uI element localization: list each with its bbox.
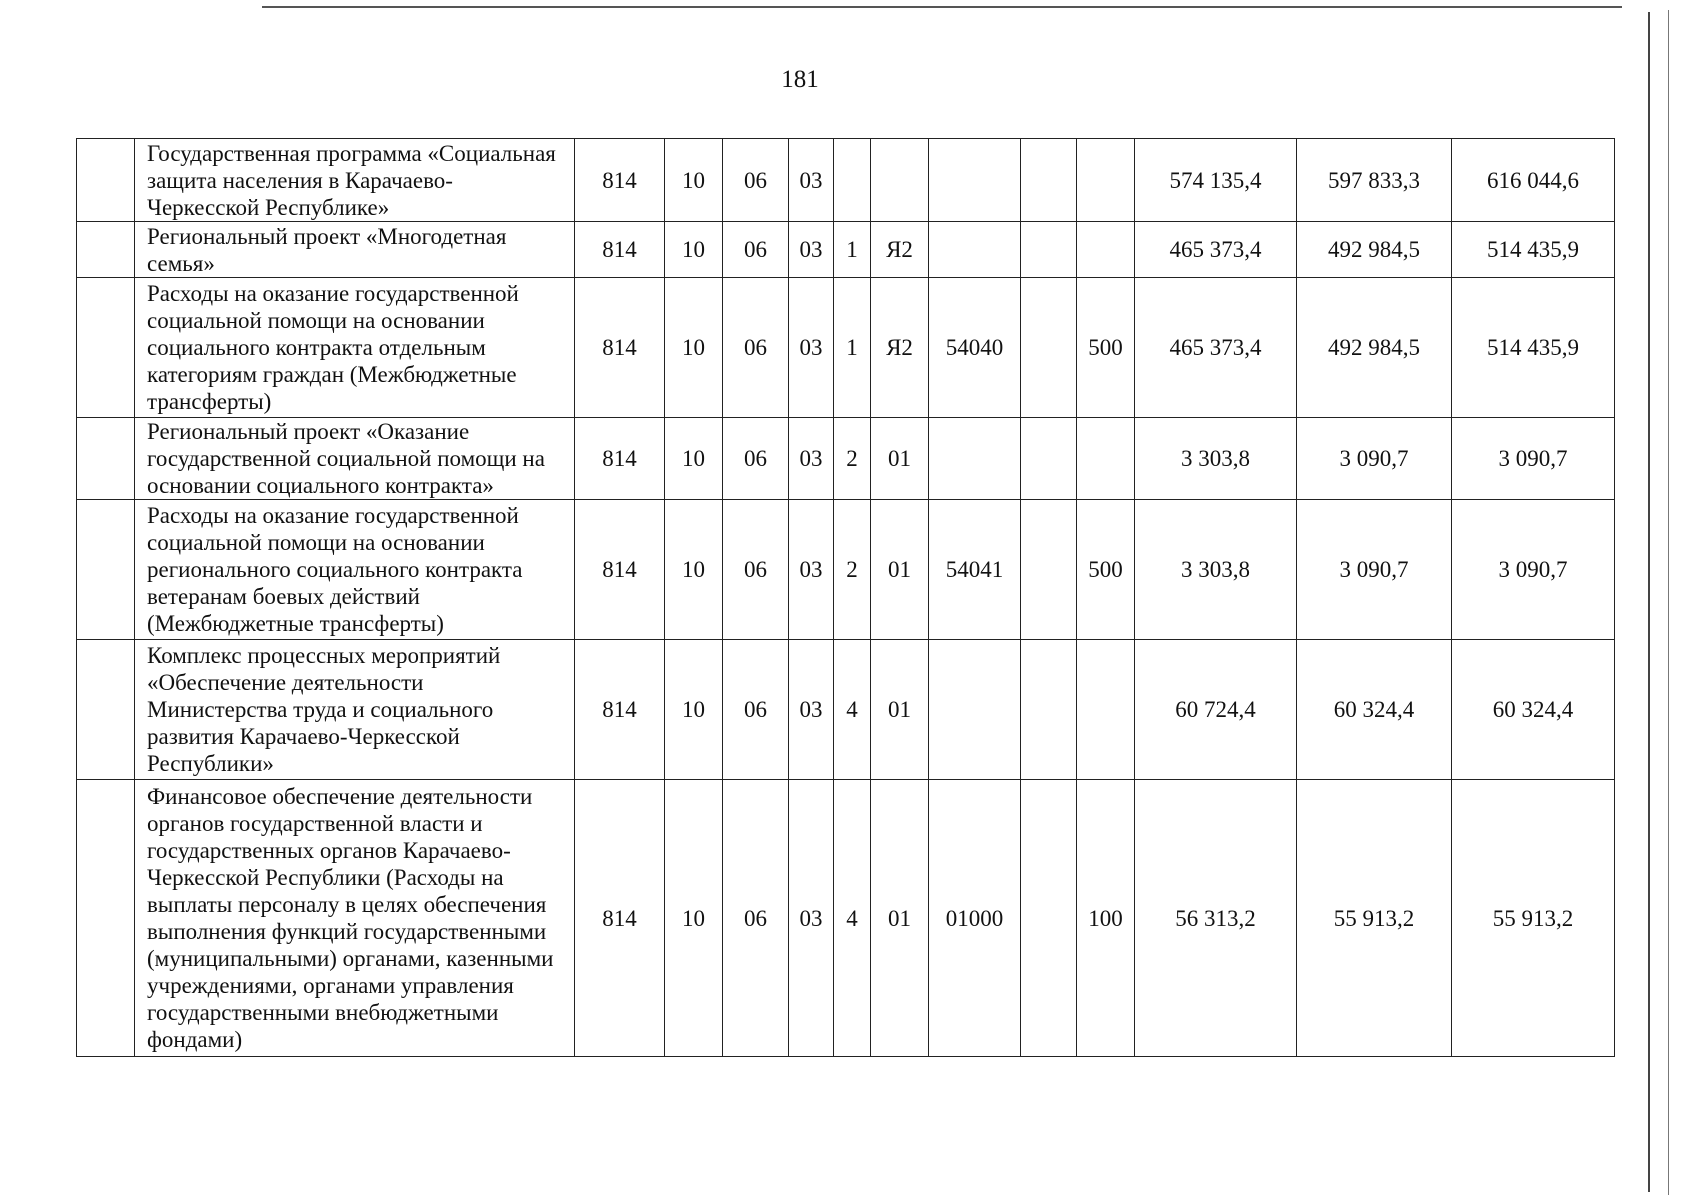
table-row: [77, 500, 1615, 640]
ministry-code-cell: 814: [575, 640, 665, 780]
direction-code-cell: 54040: [929, 278, 1021, 418]
expense-name-cell: Расходы на оказание государственной социальной помощи на основании социального контракта отдельным категориям граждан (Межбюджетные трансферты): [135, 278, 575, 418]
direction-code-cell: 01000: [929, 780, 1021, 1057]
expense-type-code-cell: [1077, 418, 1135, 500]
section-code-cell: 10: [665, 278, 723, 418]
table-row: [77, 640, 1615, 780]
ministry-code-cell: 814: [575, 222, 665, 278]
section-code-cell: 10: [665, 780, 723, 1057]
program-code-cell: 03: [789, 780, 834, 1057]
ministry-code-cell: 814: [575, 500, 665, 640]
amount-year-3-cell: 514 435,9: [1452, 222, 1615, 278]
budget-table: [76, 138, 1615, 1057]
amount-year-2-cell: 492 984,5: [1297, 222, 1452, 278]
top-rule: [262, 6, 1622, 8]
amount-year-2-cell: 597 833,3: [1297, 139, 1452, 222]
row-index-cell: [77, 640, 135, 780]
subsection-code-cell: 06: [723, 278, 789, 418]
amount-year-2-cell: 3 090,7: [1297, 418, 1452, 500]
page-edge-line: [1648, 12, 1650, 1192]
subsection-code-cell: 06: [723, 780, 789, 1057]
program-code-cell: 03: [789, 278, 834, 418]
section-code-cell: 10: [665, 640, 723, 780]
amount-year-3-cell: 60 324,4: [1452, 640, 1615, 780]
table-row: [77, 222, 1615, 278]
program-code-cell: 03: [789, 418, 834, 500]
expense-name-cell: Комплекс процессных мероприятий «Обеспечение деятельности Министерства труда и социального развития Карачаево-Черкесской Республики»: [135, 640, 575, 780]
blank-code-cell: [1021, 222, 1077, 278]
program-code-cell: 03: [789, 500, 834, 640]
expense-type-code-cell: 500: [1077, 278, 1135, 418]
amount-year-1-cell: 3 303,8: [1135, 500, 1297, 640]
program-code-cell: 03: [789, 640, 834, 780]
amount-year-3-cell: 3 090,7: [1452, 418, 1615, 500]
subprogram-code-cell: 4: [834, 640, 871, 780]
direction-code-cell: [929, 418, 1021, 500]
table-row: [77, 780, 1615, 1057]
subsection-code-cell: 06: [723, 500, 789, 640]
expense-type-code-cell: [1077, 640, 1135, 780]
amount-year-2-cell: 492 984,5: [1297, 278, 1452, 418]
expense-type-code-cell: [1077, 222, 1135, 278]
row-index-cell: [77, 418, 135, 500]
blank-code-cell: [1021, 418, 1077, 500]
amount-year-1-cell: 465 373,4: [1135, 222, 1297, 278]
expense-type-code-cell: 100: [1077, 780, 1135, 1057]
expense-name-cell: Региональный проект «Многодетная семья»: [135, 222, 575, 278]
amount-year-1-cell: 465 373,4: [1135, 278, 1297, 418]
amount-year-3-cell: 514 435,9: [1452, 278, 1615, 418]
amount-year-1-cell: 3 303,8: [1135, 418, 1297, 500]
row-index-cell: [77, 780, 135, 1057]
ministry-code-cell: 814: [575, 139, 665, 222]
expense-type-code-cell: 500: [1077, 500, 1135, 640]
section-code-cell: 10: [665, 500, 723, 640]
subprogram-code-cell: 1: [834, 222, 871, 278]
amount-year-1-cell: 574 135,4: [1135, 139, 1297, 222]
row-index-cell: [77, 500, 135, 640]
blank-code-cell: [1021, 780, 1077, 1057]
expense-name-cell: Региональный проект «Оказание государственной социальной помощи на основании социального контракта»: [135, 418, 575, 500]
direction-code-cell: [929, 222, 1021, 278]
page-edge-line-outer: [1668, 10, 1669, 1195]
program-code-cell: 03: [789, 222, 834, 278]
amount-year-3-cell: 55 913,2: [1452, 780, 1615, 1057]
direction-code-cell: 54041: [929, 500, 1021, 640]
amount-year-3-cell: 616 044,6: [1452, 139, 1615, 222]
amount-year-2-cell: 3 090,7: [1297, 500, 1452, 640]
table-row: [77, 139, 1615, 222]
project-code-cell: Я2: [871, 278, 929, 418]
subprogram-code-cell: [834, 139, 871, 222]
ministry-code-cell: 814: [575, 780, 665, 1057]
amount-year-2-cell: 60 324,4: [1297, 640, 1452, 780]
ministry-code-cell: 814: [575, 278, 665, 418]
ministry-code-cell: 814: [575, 418, 665, 500]
amount-year-2-cell: 55 913,2: [1297, 780, 1452, 1057]
subsection-code-cell: 06: [723, 418, 789, 500]
subprogram-code-cell: 4: [834, 780, 871, 1057]
section-code-cell: 10: [665, 139, 723, 222]
project-code-cell: 01: [871, 640, 929, 780]
blank-code-cell: [1021, 139, 1077, 222]
blank-code-cell: [1021, 278, 1077, 418]
subsection-code-cell: 06: [723, 139, 789, 222]
row-index-cell: [77, 278, 135, 418]
subprogram-code-cell: 2: [834, 500, 871, 640]
project-code-cell: Я2: [871, 222, 929, 278]
table-row: [77, 418, 1615, 500]
direction-code-cell: [929, 640, 1021, 780]
amount-year-1-cell: 60 724,4: [1135, 640, 1297, 780]
blank-code-cell: [1021, 500, 1077, 640]
row-index-cell: [77, 139, 135, 222]
table-row: [77, 278, 1615, 418]
row-index-cell: [77, 222, 135, 278]
project-code-cell: [871, 139, 929, 222]
expense-name-cell: Государственная программа «Социальная защита населения в Карачаево-Черкесской Республике»: [135, 139, 575, 222]
amount-year-3-cell: 3 090,7: [1452, 500, 1615, 640]
subsection-code-cell: 06: [723, 222, 789, 278]
subprogram-code-cell: 2: [834, 418, 871, 500]
subsection-code-cell: 06: [723, 640, 789, 780]
project-code-cell: 01: [871, 780, 929, 1057]
expense-name-cell: Расходы на оказание государственной социальной помощи на основании регионального социального контракта ветеранам боевых действий (Межбюджетные трансферты): [135, 500, 575, 640]
expense-name-cell: Финансовое обеспечение деятельности органов государственной власти и государственных органов Карачаево-Черкесской Республики (Расходы на выплаты персоналу в целях обеспечения выполнения функций государственными (муниципальными) органами, казенными учреждениями, органами управления государственными внебюджетными фондами): [135, 780, 575, 1057]
project-code-cell: 01: [871, 500, 929, 640]
amount-year-1-cell: 56 313,2: [1135, 780, 1297, 1057]
section-code-cell: 10: [665, 222, 723, 278]
expense-type-code-cell: [1077, 139, 1135, 222]
page-number: 181: [781, 66, 819, 93]
project-code-cell: 01: [871, 418, 929, 500]
direction-code-cell: [929, 139, 1021, 222]
subprogram-code-cell: 1: [834, 278, 871, 418]
section-code-cell: 10: [665, 418, 723, 500]
program-code-cell: 03: [789, 139, 834, 222]
blank-code-cell: [1021, 640, 1077, 780]
